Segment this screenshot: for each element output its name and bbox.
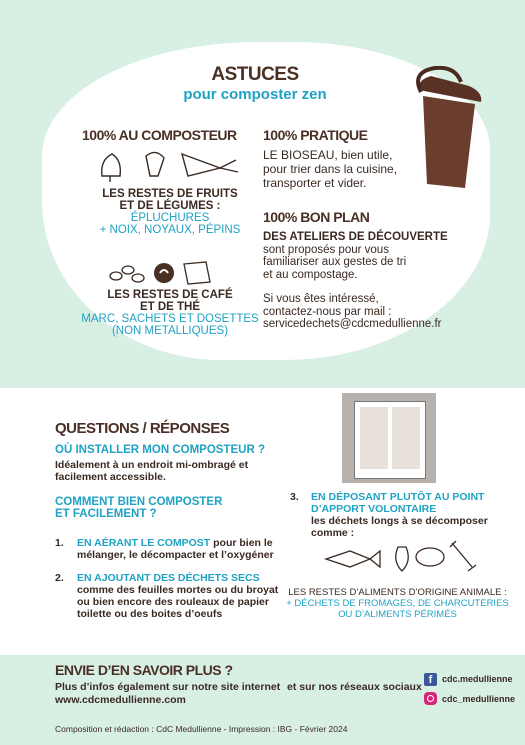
item2-line: toilette ou des boites d’oeufs (77, 608, 223, 620)
fruits-teal: ÉPLUCHURES (130, 212, 210, 224)
fruits-line: LES RESTES DE FRUITS (102, 188, 238, 200)
item2-text (77, 572, 287, 620)
cafe-teal: MARC, SACHETS ET DOSETTES (81, 313, 259, 325)
cafe-text (80, 289, 260, 337)
credits: Composition et rédaction : CdC Medullienne - Impression : IBG - Février 2024 (55, 724, 348, 734)
item3-line: les déchets longs à se décomposer (311, 515, 488, 527)
animal-teal: OU D’ALIMENTS PÉRIMÉS (338, 609, 457, 620)
bonplan-line: sont proposés pour vous (263, 243, 389, 256)
q1-heading: OÙ INSTALLER MON COMPOSTEUR ? (55, 444, 265, 456)
item1-num: 1. (55, 537, 64, 549)
animal-line: LES RESTES D’ALIMENTS D’ORIGINE ANIMALE : (288, 587, 507, 598)
vegetables-icon (96, 146, 244, 184)
instagram-handle[interactable]: cdc_medullienne (442, 694, 516, 704)
bonplan-line: et au compostage. (263, 268, 358, 281)
fruits-line: ET DE LÉGUMES : (119, 200, 221, 212)
contact-line: contactez-nous par mail : (263, 305, 392, 318)
pratique-line: LE BIOSEAU, bien utile, (263, 148, 393, 162)
bonplan-text (263, 231, 448, 281)
item3-head: EN DÉPOSANT PLUTÔT AU POINT (311, 491, 485, 503)
a1-line: Idéalement à un endroit mi-ombragé et (55, 459, 249, 471)
bioseau-icon (405, 66, 490, 192)
bonplan-line: familiariser aux gestes de tri (263, 256, 407, 268)
cafe-line: LES RESTES DE CAFÉ (107, 289, 233, 301)
composteur-heading: 100% AU COMPOSTEUR (82, 127, 237, 143)
astuces-subtitle: pour composter zen (183, 86, 327, 103)
item1-line: mélanger, le décompacter et l’oxygéner (77, 549, 274, 561)
item1-text (77, 537, 277, 561)
footer-text (55, 681, 280, 707)
a1-text (55, 459, 248, 483)
fruits-teal: + NOIX, NOYAUX, PÉPINS (99, 224, 241, 236)
footer-social-text: et sur nos réseaux sociaux (287, 681, 422, 693)
facebook-handle[interactable]: cdc.medullienne (442, 674, 513, 684)
pratique-text (263, 148, 397, 190)
item2-num: 2. (55, 572, 64, 584)
facebook-icon[interactable]: f (424, 673, 437, 686)
item3-num: 3. (290, 491, 299, 503)
pratique-line: transporter et vider. (263, 176, 367, 190)
item3-text (311, 491, 511, 539)
item2-line: ou bien encore des rouleaux de papier (77, 596, 269, 608)
footer-line: Plus d’infos également sur notre site internet (55, 681, 281, 693)
contact-email[interactable]: servicedechets@cdcmedullienne.fr (263, 318, 442, 330)
astuces-title: ASTUCES (211, 64, 299, 85)
bonplan-line: DES ATELIERS DE DÉCOUVERTE (263, 231, 448, 243)
item2-head: EN AJOUTANT DES DÉCHETS SECS (77, 572, 260, 584)
footer-heading: ENVIE D’EN SAVOIR PLUS ? (55, 662, 233, 678)
item3-line: comme : (311, 527, 355, 539)
item3-head: D’APPORT VOLONTAIRE (311, 503, 437, 515)
bonplan-heading: 100% BON PLAN (263, 209, 370, 225)
pratique-line: pour trier dans la cuisine, (263, 162, 398, 176)
a1-line: facilement accessible. (55, 471, 166, 483)
q2-line: COMMENT BIEN COMPOSTER (55, 496, 223, 508)
animal-text (285, 587, 510, 620)
coffee-icon (106, 258, 218, 288)
item1-rest: pour bien le (210, 537, 273, 549)
pratique-heading: 100% PRATIQUE (263, 127, 368, 143)
contact-text (263, 293, 442, 331)
compost-bin-photo (342, 393, 436, 483)
contact-line: Si vous êtes intéressé, (263, 293, 379, 305)
q2-line: ET FACILEMENT ? (55, 508, 157, 520)
animal-waste-icon (322, 537, 482, 577)
instagram-icon[interactable] (424, 692, 437, 705)
item2-line: comme des feuilles mortes ou du broyat (77, 584, 279, 596)
cafe-line: ET DE THÉ (139, 301, 201, 313)
footer-site[interactable]: www.cdcmedullienne.com (55, 694, 186, 706)
animal-teal: + DÉCHETS DE FROMAGES, DE CHARCUTERIES (286, 598, 509, 609)
fruits-text (80, 188, 260, 236)
item1-head: EN AÉRANT LE COMPOST (77, 537, 211, 549)
qr-heading: QUESTIONS / RÉPONSES (55, 420, 230, 437)
q2-heading (55, 496, 222, 520)
cafe-teal: (NON METALLIQUES) (111, 325, 229, 337)
